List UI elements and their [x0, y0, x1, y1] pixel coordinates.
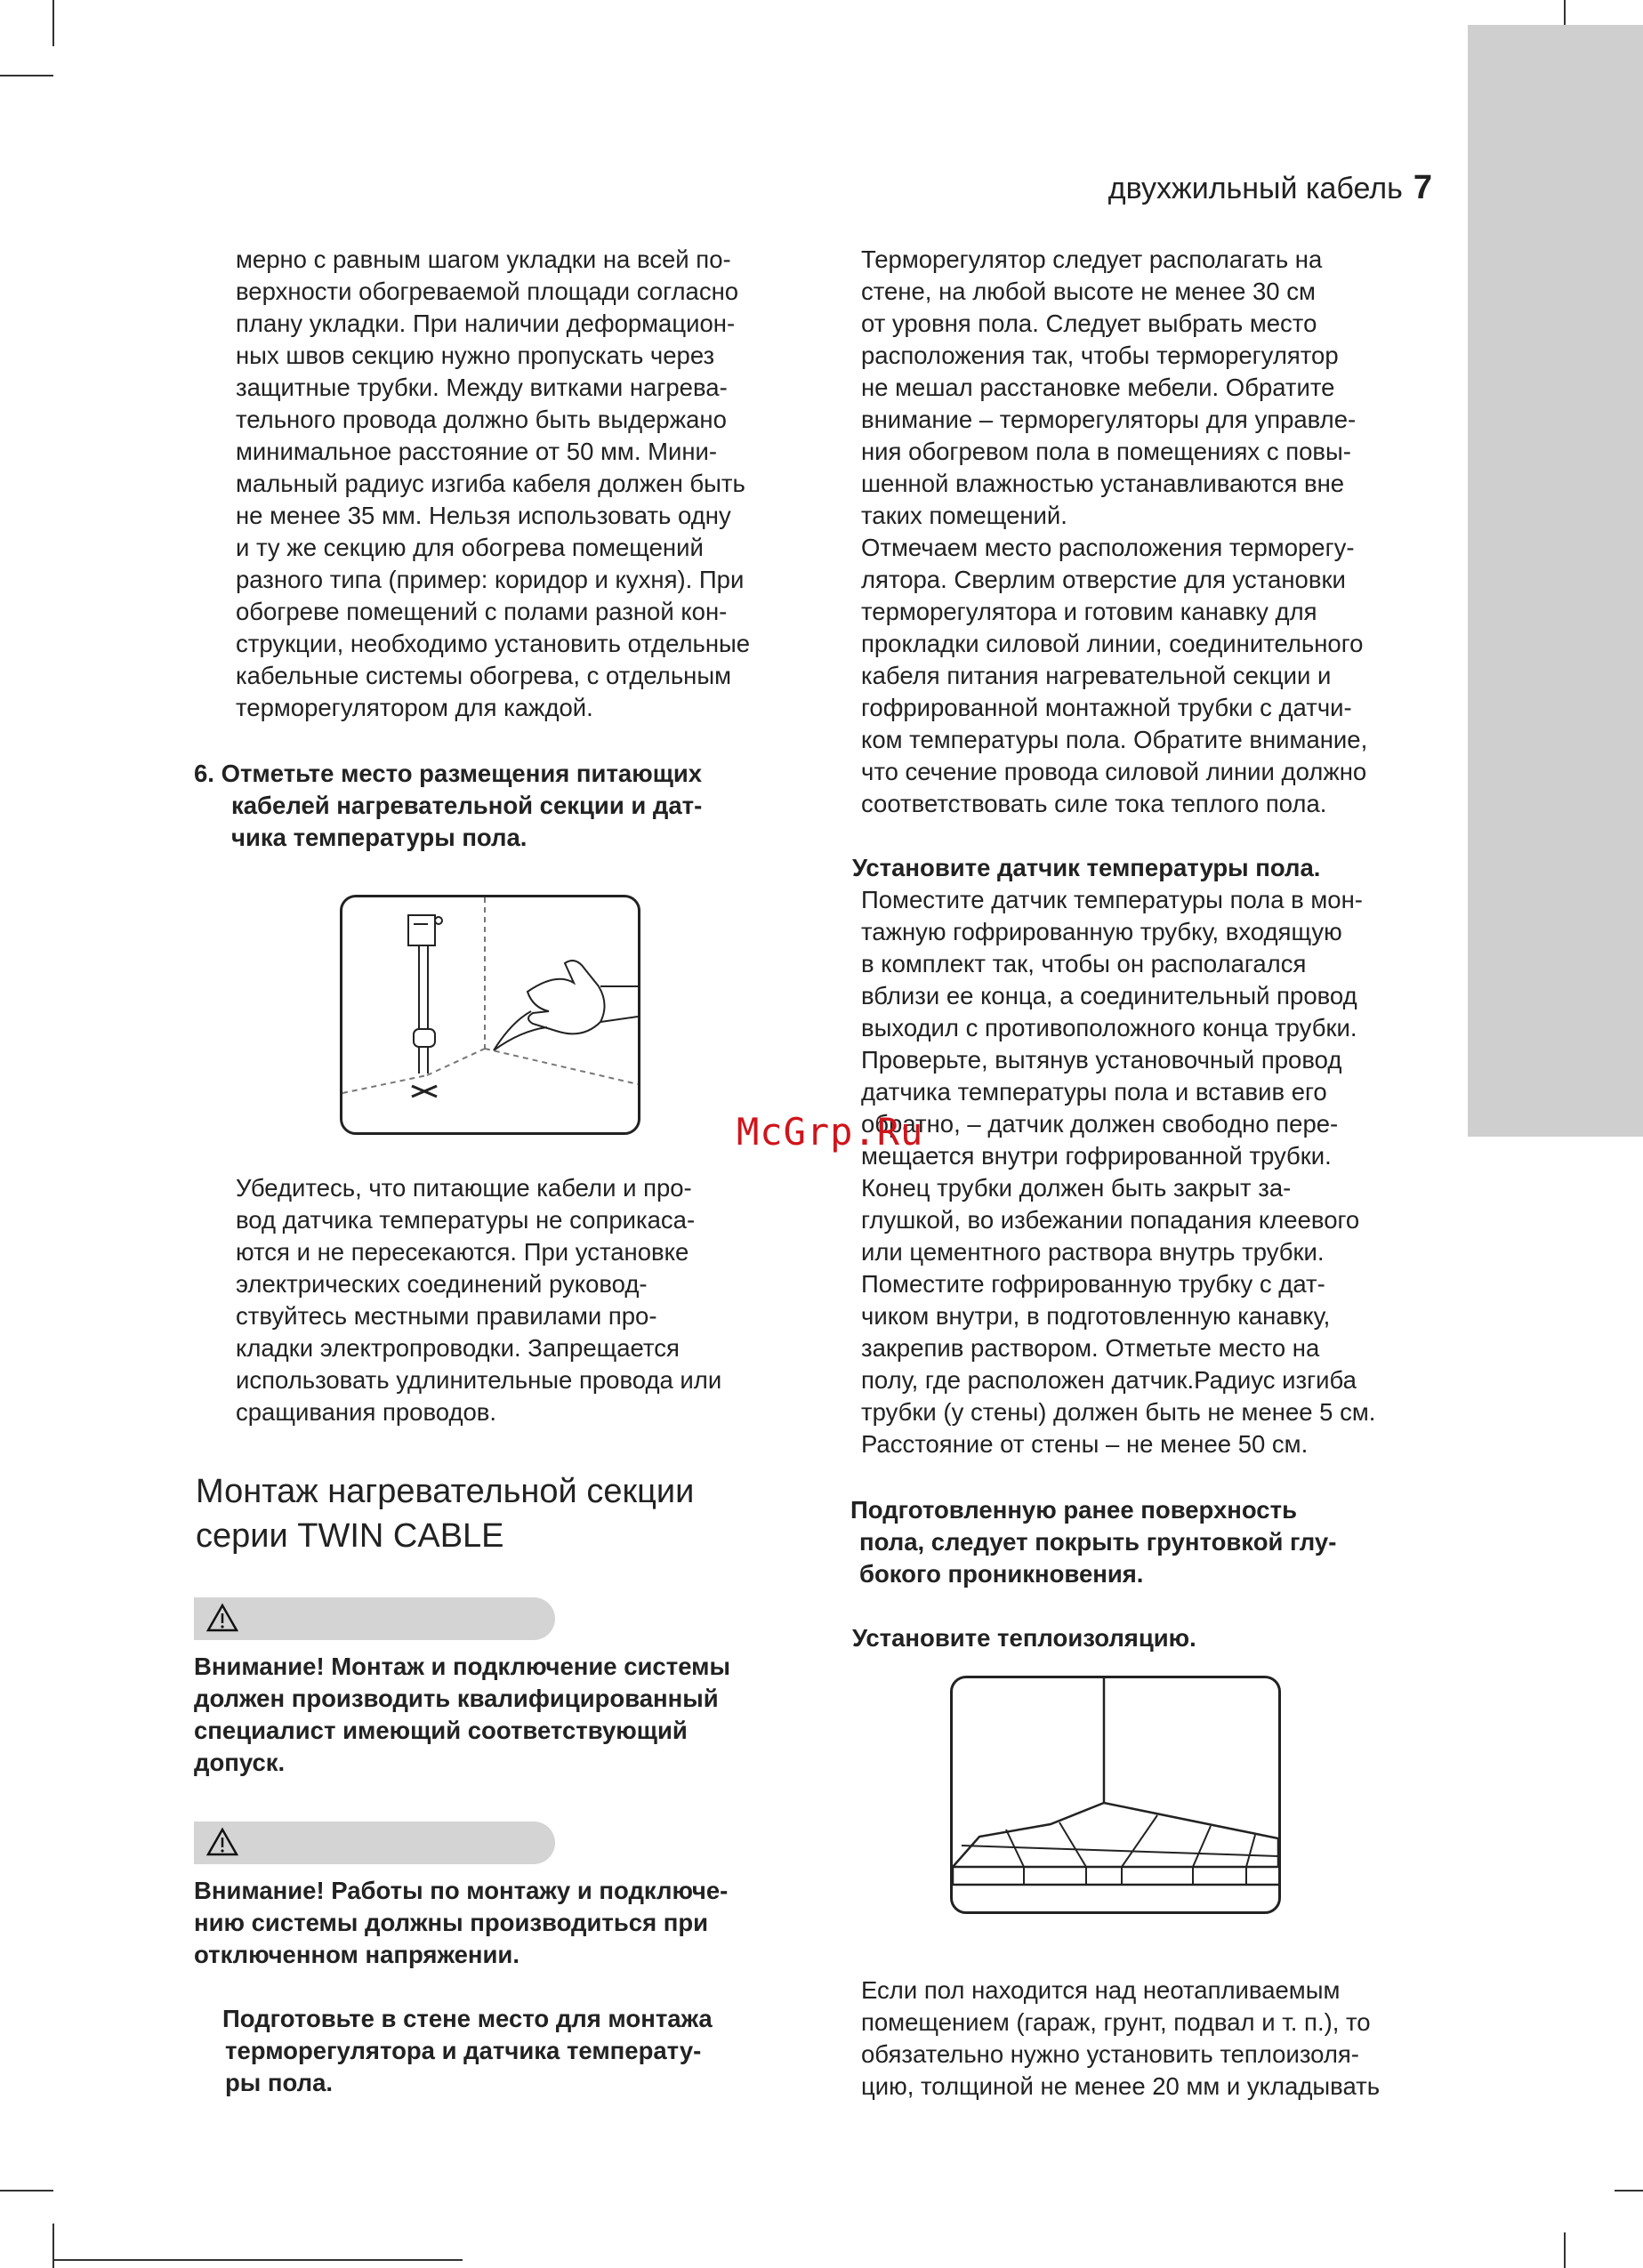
warning-text-2 [194, 1875, 728, 1971]
text-line: обогреве помещений с полами разной кон- [236, 598, 728, 625]
text-line: терморегулятора и датчика температу- [225, 2037, 702, 2064]
text-line: датчика температуры пола и вставив его [861, 1078, 1327, 1106]
text-line: электрических соединений руковод- [236, 1270, 648, 1298]
text-line: бокого проникновения. [859, 1560, 1144, 1588]
text-line: Если пол находится над неотапливаемым [861, 1976, 1341, 2004]
text-line: терморегулятором для каждой. [236, 694, 593, 721]
text-line: сращивания проводов. [236, 1398, 497, 1426]
text-line: Убедитесь, что питающие кабели и про- [236, 1174, 692, 1202]
crop-mark [53, 2259, 463, 2261]
text-line: не мешал расстановке мебели. Обратите [861, 374, 1335, 401]
text-line: в комплект так, чтобы он располагался [861, 950, 1307, 977]
text-line: мещается внутри гофрированной трубки. [861, 1142, 1332, 1170]
left-para-1 [236, 244, 750, 724]
prepare-heading [222, 2003, 713, 2099]
text-line: отключенном напряжении. [194, 1941, 519, 1968]
page-header [1108, 169, 1432, 207]
text-line: ния обогревом пола в помещениях с повы- [861, 438, 1351, 465]
crop-mark [1615, 2190, 1643, 2192]
insulation-tiles-drawing [953, 1678, 1278, 1911]
text-line: кабелей нагревательной секции и дат- [231, 792, 703, 819]
text-line: серии TWIN CABLE [196, 1517, 504, 1555]
text-line: и ту же секцию для обогрева помещений [236, 534, 704, 561]
text-line: ных швов секцию нужно пропускать через [236, 342, 715, 369]
text-line: гофрированной монтажной трубки с датчи- [861, 694, 1352, 721]
text-line: Конец трубки должен быть закрыт за- [861, 1174, 1292, 1202]
text-line: трубки (у стены) должен быть не менее 5 см. [861, 1398, 1376, 1426]
text-line: струкции, необходимо установить отдельные [236, 630, 751, 657]
text-line: вблизи ее конца, а соединительный провод [861, 982, 1357, 1009]
watermark: McGrp.Ru [737, 1110, 924, 1154]
warning-bar-2 [194, 1822, 555, 1864]
text-line: Поместите датчик температуры пола в мон- [861, 886, 1363, 913]
section-title [196, 1469, 694, 1558]
text-line: чика температуры пола. [231, 824, 528, 851]
text-line: Подготовленную ранее поверхность [850, 1496, 1297, 1524]
crop-mark [52, 0, 54, 46]
text-line: выходил с противоположного конца трубки. [861, 1014, 1357, 1042]
text-line: терморегулятора и готовим канавку для [861, 598, 1317, 625]
text-line: мерно с равным шагом укладки на всей по- [236, 245, 731, 273]
page-number: 7 [1413, 169, 1432, 206]
text-line: обратно, – датчик должен свободно пере- [861, 1110, 1339, 1138]
text-line: что сечение провода силовой линии должно [861, 758, 1367, 785]
text-line: должен производить квалифицированный [194, 1685, 719, 1712]
warning-bar-1 [194, 1597, 555, 1640]
text-line: верхности обогреваемой площади согласно [236, 277, 739, 305]
sensor-body [861, 884, 1375, 1460]
text-line: ются и не пересекаются. При установке [236, 1238, 689, 1266]
text-line: помещением (гараж, грунт, подвал и т. п.), то [861, 2008, 1371, 2036]
text-line: от уровня пола. Следует выбрать место [861, 310, 1317, 337]
step-6-heading [194, 758, 702, 854]
sensor-heading [852, 852, 1320, 884]
text-line: ствуйтесь местными правилами про- [236, 1302, 657, 1330]
primer-heading [850, 1494, 1336, 1590]
text-line: минимальное расстояние от 50 мм. Мини- [236, 438, 718, 465]
text-line: Монтаж нагревательной секции [196, 1473, 695, 1510]
text-line: расположения так, чтобы терморегулятор [861, 342, 1339, 369]
text-line: допуск. [194, 1749, 286, 1776]
text-line: кабеля питания нагревательной секции и [861, 662, 1332, 689]
insulation-body [861, 1974, 1380, 2103]
text-line: Внимание! Монтаж и подключение системы [194, 1653, 730, 1680]
text-line: кабельные системы обогрева, с отдельным [236, 662, 732, 689]
text-line: 6. Отметьте место размещения питающих [194, 760, 703, 787]
left-para-2 [236, 1172, 721, 1428]
text-line: стене, на любой высоте не менее 30 см [861, 277, 1316, 305]
text-line: Подготовьте в стене место для монтажа [222, 2005, 713, 2032]
text-line: Установите датчик температуры пола. [852, 854, 1321, 881]
text-line: ком температуры пола. Обратите внимание, [861, 726, 1368, 753]
text-line: вод датчика температуры не соприкаса- [236, 1206, 696, 1234]
side-tab [1468, 25, 1643, 1137]
text-line: полу, где расположен датчик.Радиус изгиба [861, 1366, 1357, 1394]
insulation-heading [852, 1622, 1196, 1654]
text-line: Проверьте, вытянув установочный провод [861, 1046, 1342, 1074]
text-line: обязательно нужно установить теплоизоля- [861, 2040, 1359, 2068]
text-line: глушкой, во избежании попадания клеевого [861, 1206, 1360, 1234]
text-line: лятора. Сверлим отверстие для установки [861, 566, 1346, 593]
wall-corner-drawing [342, 897, 638, 1132]
text-line: Терморегулятор следует располагать на [861, 245, 1323, 273]
text-line: тельного провода должно быть выдержано [236, 406, 727, 433]
crop-mark [0, 2190, 53, 2192]
text-line: соответствовать силе тока теплого пола. [861, 790, 1327, 817]
text-line: не менее 35 мм. Нельзя использовать одну [236, 502, 731, 529]
text-line: нию системы должны производиться при [194, 1909, 709, 1936]
crop-mark [52, 2224, 54, 2268]
text-line: таких помещений. [861, 502, 1067, 529]
text-line: Поместите гофрированную трубку с дат- [861, 1270, 1325, 1298]
text-line: прокладки силовой линии, соединительного [861, 630, 1364, 657]
text-line: использовать удлинительные провода или [236, 1366, 722, 1394]
text-line: чиком внутри, в подготовленную канавку, [861, 1302, 1331, 1330]
text-line: пола, следует покрыть грунтовкой глу- [859, 1528, 1337, 1556]
text-line: ры пола. [225, 2069, 334, 2096]
text-line: тажную гофрированную трубку, входящую [861, 918, 1342, 945]
text-line: Отмечаем место расположения терморегу- [861, 534, 1355, 561]
text-line: защитные трубки. Между витками нагрева- [236, 374, 728, 401]
right-para-1 [861, 244, 1367, 820]
insulation-illustration [950, 1676, 1281, 1914]
text-line: закрепив раствором. Отметьте место на [861, 1334, 1320, 1362]
text-line: плану укладки. При наличии деформацион- [236, 310, 736, 337]
header-title: двухжильный кабель [1107, 172, 1403, 205]
text-line: или цементного раствора внутрь трубки. [861, 1238, 1325, 1266]
text-line: Расстояние от стены – не менее 50 см. [861, 1430, 1309, 1458]
warning-text-1 [194, 1651, 730, 1779]
text-line: разного типа (пример: коридор и кухня). При [236, 566, 745, 593]
text-line: кладки электропроводки. Запрещается [236, 1334, 680, 1362]
text-line: мальный радиус изгиба кабеля должен быть [236, 470, 745, 497]
crop-mark [0, 75, 53, 76]
text-line: Внимание! Работы по монтажу и подключе- [194, 1877, 729, 1904]
crop-mark [1564, 0, 1566, 27]
warning-icon [206, 1827, 238, 1857]
text-line: специалист имеющий соответствующий [194, 1717, 688, 1744]
text-line: внимание – терморегуляторы для управле- [861, 406, 1357, 433]
crop-mark [1564, 2232, 1566, 2268]
text-line: цию, толщиной не менее 20 мм и укладывать [861, 2072, 1381, 2100]
warning-icon [206, 1603, 238, 1633]
text-line: Установите теплоизоляцию. [852, 1624, 1196, 1652]
text-line: шенной влажностью устанавливаются вне [861, 470, 1345, 497]
wall-sensor-illustration [340, 895, 640, 1135]
